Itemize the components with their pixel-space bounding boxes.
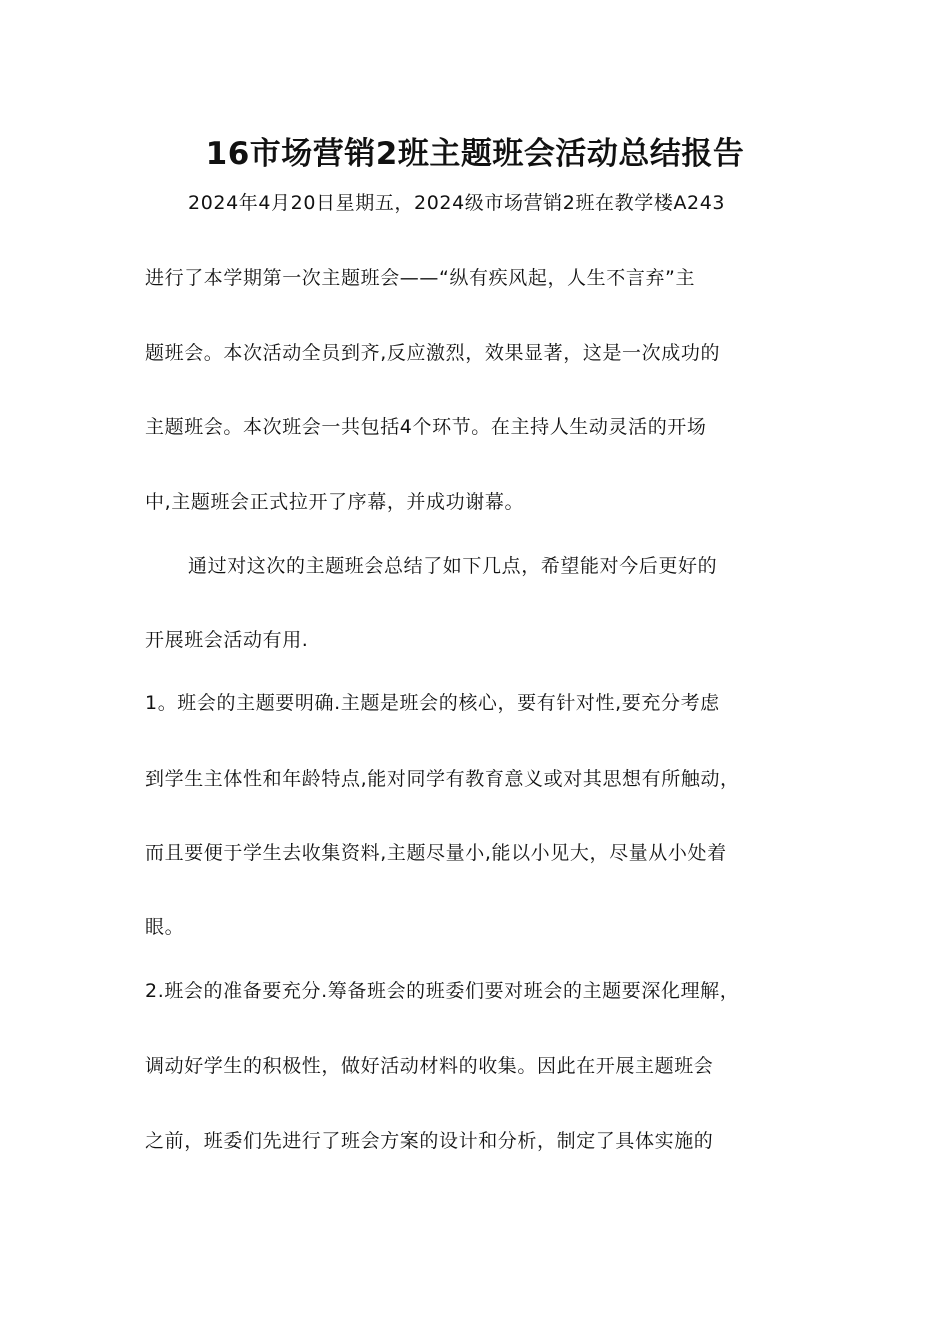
list-item-line: 调动好学生的积极性，做好活动材料的收集。因此在开展主题班会	[145, 1055, 714, 1077]
list-item-line: 之前，班委们先进行了班会方案的设计和分析，制定了具体实施的	[145, 1130, 714, 1152]
paragraph-line: 进行了本学期第一次主题班会——“纵有疾风起，人生不言弃”主	[145, 267, 696, 289]
list-item-line: 到学生主体性和年龄特点,能对同学有教育意义或对其思想有所触动，	[145, 768, 740, 790]
list-item-line: 而且要便于学生去收集资料,主题尽量小,能以小见大，尽量从小处着	[145, 842, 727, 864]
list-item-line: 2.班会的准备要充分.筹备班会的班委们要对班会的主题要深化理解，	[145, 980, 740, 1002]
paragraph-line: 中,主题班会正式拉开了序幕，并成功谢幕。	[145, 491, 525, 513]
document-title: 16市场营销2班主题班会活动总结报告	[205, 136, 745, 172]
list-item-line: 1。班会的主题要明确.主题是班会的核心，要有针对性,要充分考虑	[145, 692, 720, 714]
paragraph-line: 通过对这次的主题班会总结了如下几点，希望能对今后更好的	[188, 555, 718, 577]
paragraph-line: 开展班会活动有用.	[145, 629, 309, 651]
paragraph-line: 主题班会。本次班会一共包括4个环节。在主持人生动灵活的开场	[145, 416, 707, 438]
paragraph-line: 2024年4月20日星期五，2024级市场营销2班在教学楼A243	[188, 192, 726, 214]
list-item-line: 眼。	[145, 916, 185, 938]
paragraph-line: 题班会。本次活动全员到齐,反应激烈，效果显著，这是一次成功的	[145, 342, 721, 364]
